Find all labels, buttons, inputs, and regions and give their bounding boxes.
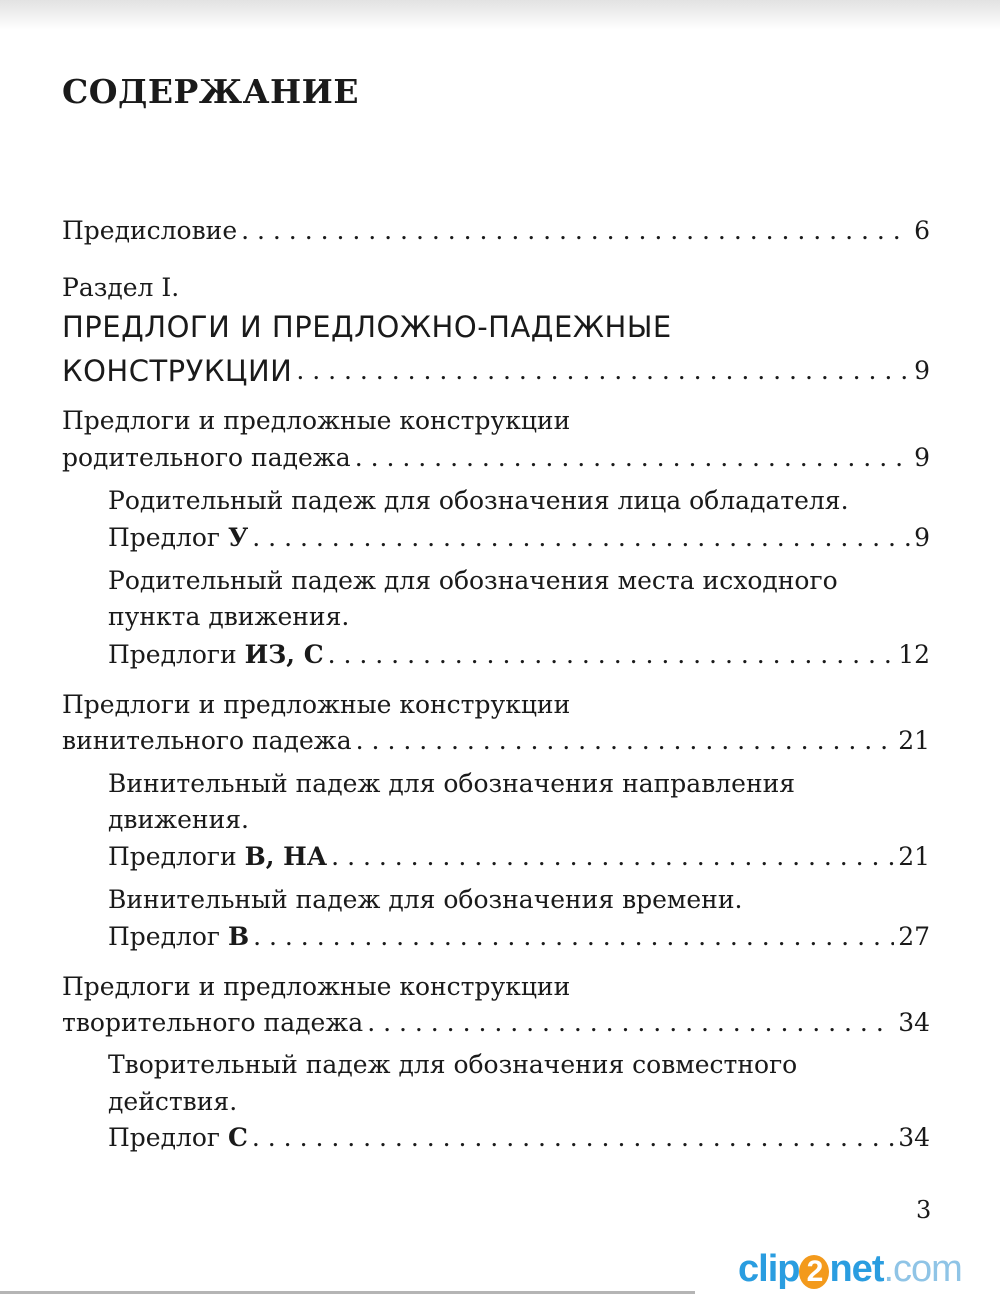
section-label: Раздел I. (62, 273, 180, 302)
toc-entry-section-1[interactable] (62, 353, 930, 389)
toc-entry-label: КОНСТРУКЦИИ (62, 354, 293, 388)
toc-page-number: 9 (914, 356, 930, 385)
label-text: Предлог (108, 523, 228, 552)
dot-leader (328, 637, 895, 673)
dot-leader (253, 919, 894, 955)
dot-leader (331, 839, 894, 875)
toc-entry-line: Винительный падеж для обозначения направления (108, 769, 796, 798)
watermark-part: .com (883, 1248, 962, 1290)
top-shadow (0, 0, 1000, 30)
toc-page-number: 6 (914, 216, 930, 245)
toc-entry-label (108, 839, 327, 875)
toc-entry-label: Предисловие (62, 216, 238, 245)
toc-entry-preposition-s[interactable] (108, 1120, 930, 1156)
bottom-divider (0, 1291, 695, 1294)
toc-entry-preposition-iz-s[interactable] (108, 637, 930, 673)
label-text: Предлоги (108, 640, 245, 669)
label-bold: В (227, 922, 250, 951)
page-title: СОДЕРЖАНИЕ (62, 72, 360, 111)
toc-page-number: 21 (898, 842, 930, 871)
toc-entry-line: Родительный падеж для обозначения места исходного (108, 566, 838, 595)
toc-entry-genitive[interactable] (62, 440, 930, 476)
label-text: Предлог (108, 922, 228, 951)
dot-leader (296, 353, 910, 389)
dot-leader (252, 520, 910, 556)
toc-entry-label (108, 919, 249, 955)
toc-entry-preface[interactable] (62, 213, 930, 249)
toc-page-number: 34 (898, 1123, 930, 1152)
watermark-part: 2 (799, 1255, 829, 1289)
toc-entry-preposition-u[interactable] (108, 520, 930, 556)
toc-entry-line: Винительный падеж для обозначения времени. (108, 885, 743, 914)
toc-entry-line: Родительный падеж для обозначения лица обладателя. (108, 486, 849, 515)
watermark-part: clip (738, 1248, 800, 1290)
toc-entry-accusative[interactable] (62, 723, 930, 759)
watermark-part: net (829, 1248, 884, 1290)
toc-entry-label: родительного падежа (62, 443, 351, 472)
page-number: 3 (916, 1196, 932, 1224)
toc-entry-preposition-v[interactable] (108, 919, 930, 955)
label-bold: В, НА (244, 842, 328, 871)
toc-page-number: 21 (898, 726, 930, 755)
label-text: Предлог (108, 1123, 228, 1152)
toc-entry-label (108, 637, 324, 673)
label-bold: ИЗ, С (244, 640, 324, 669)
toc-entry-line: Предлоги и предложные конструкции (62, 972, 571, 1001)
toc-entry-label (108, 520, 248, 556)
label-text: Предлоги (108, 842, 245, 871)
toc-entry-line: Творительный падеж для обозначения совместного (108, 1050, 798, 1079)
toc-page-number: 9 (914, 443, 930, 472)
toc-page-number: 9 (914, 523, 930, 552)
dot-leader (241, 213, 910, 249)
toc-entry-instrumental[interactable] (62, 1005, 930, 1041)
section-title-line: ПРЕДЛОГИ И ПРЕДЛОЖНО-ПАДЕЖНЫЕ (62, 310, 672, 344)
toc-page-number: 34 (898, 1008, 930, 1037)
toc-entry-line: движения. (108, 805, 249, 834)
toc-entry-label: винительного падежа (62, 726, 352, 755)
toc-entry-line: Предлоги и предложные конструкции (62, 406, 571, 435)
dot-leader (252, 1120, 894, 1156)
toc-entry-label (108, 1120, 248, 1156)
label-bold: С (227, 1123, 248, 1152)
label-bold: У (227, 523, 249, 552)
dot-leader (367, 1005, 894, 1041)
toc-entry-label: творительного падежа (62, 1008, 364, 1037)
toc-entry-line: пункта движения. (108, 602, 350, 631)
toc-page-number: 12 (898, 640, 930, 669)
dot-leader (356, 723, 895, 759)
toc-entry-line: Предлоги и предложные конструкции (62, 690, 571, 719)
toc-entry-line: действия. (108, 1087, 238, 1116)
dot-leader (355, 440, 910, 476)
toc-page-number: 27 (898, 922, 930, 951)
toc-entry-preposition-v-na[interactable] (108, 839, 930, 875)
watermark-logo (738, 1248, 962, 1291)
